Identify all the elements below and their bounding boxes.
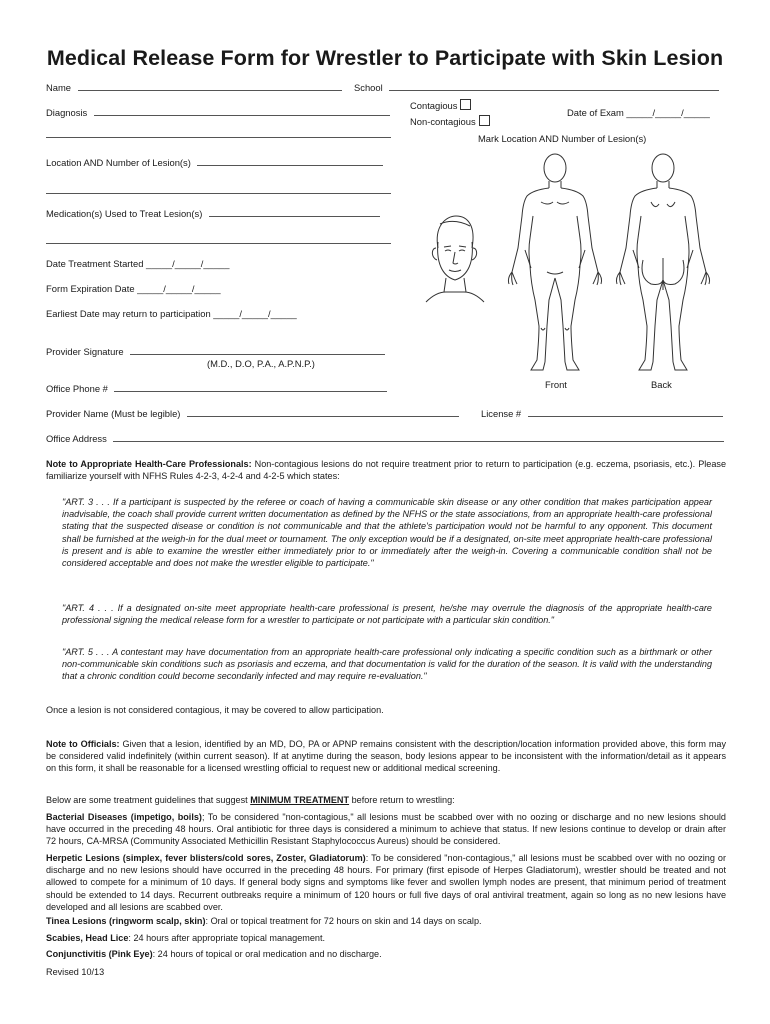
scabies-guideline [46,932,726,944]
mark-location-caption: Mark Location AND Number of Lesion(s) [478,133,647,144]
non-contagious-label: Non-contagious [410,116,476,127]
scabies-text: : 24 hours after appropriate topical management. [128,933,326,943]
non-contagious-option [410,115,490,127]
provider-name-field [46,408,459,419]
office-address-field [46,433,724,444]
medication-input-line[interactable] [209,208,380,217]
expiration-date-field[interactable]: Form Expiration Date _____/_____/_____ [46,283,221,294]
contagious-label: Contagious [410,100,458,111]
office-address-label: Office Address [46,433,107,444]
license-label: License # [481,408,522,419]
conjunctivitis-label: Conjunctivitis (Pink Eye) [46,949,153,959]
front-body-diagram[interactable] [503,150,607,375]
conjunctivitis-text: : 24 hours of topical or oral medication and no discharge. [152,949,382,959]
name-label: Name [46,82,72,93]
note-officials-label: Note to Officials: [46,739,120,749]
bacterial-text: ; To be considered "non-contagious," all lesions must be scabbed over with no oozing or discharge and no new lesions should have occurred in the preceding 48 hours. Oral antibiotic for three days is considered a minimum to achieve that status. If new lesions continue to develop or drain after 72 hours, CA-MRSA (Community Associated Methicillin Resistant Staphylococcus Aureus) should be considered. [46,812,726,847]
school-input-line[interactable] [389,82,719,91]
note-professionals-label: Note to Appropriate Health-Care Professionals: [46,459,252,469]
credentials-caption: (M.D., D.O, P.A., A.P.N.P.) [207,358,315,369]
tinea-text: : Oral or topical treatment for 72 hours on skin and 14 days on scalp. [205,916,482,926]
diagnosis-input-line[interactable] [94,107,390,116]
office-address-line[interactable] [113,433,724,442]
head-diagram[interactable] [420,212,488,306]
provider-name-label: Provider Name (Must be legible) [46,408,181,419]
provider-signature-line[interactable] [130,346,385,355]
art-3-quote: "ART. 3 . . . If a participant is suspected by the referee or coach of having a communicable skin disease or any other condition that makes participation appear inadvisable, the coach shall provide current written documentation as defined by the NFHS or the state associations, from an appropriate health-care professional stating that the suspected disease or condition is not communicable and that the athlete's participation would not be harmful to any opponent. This document shall be furnished at the weigh-in for the dual meet or tournament. The only exception would be if a designated, on-site meet appropriate health-care professional is present and is able to examine the wrestler either immediately prior to or immediately after the weigh-in. Covering a communicable condition shall not be considered acceptable and does not make the wrestler eligible to participate." [62,497,712,569]
medication-line-2[interactable] [46,243,391,244]
covered-note: Once a lesion is not considered contagious, it may be covered to allow participation. [46,705,384,715]
provider-name-line[interactable] [187,408,459,417]
tinea-guideline [46,915,726,927]
contagious-option [410,99,471,111]
guidelines-pre: Below are some treatment guidelines that suggest [46,795,251,805]
art-5-quote: "ART. 5 . . . A contestant may have documentation from an appropriate health-care professional only indicating a specific condition such as a birthmark or other non-communicable skin conditions such as psoriasis and eczema, and that documentation is valid for the duration of the season. It is valid with the understanding that a chronic condition could become secondarily infected and may require re-evaluation." [62,647,712,682]
revised-date: Revised 10/13 [46,967,105,977]
scabies-label: Scabies, Head Lice [46,933,129,943]
tinea-label: Tinea Lesions (ringworm scalp, skin) [46,916,206,926]
license-line[interactable] [528,408,723,417]
bacterial-label: Bacterial Diseases (impetigo, boils) [46,812,202,822]
school-label: School [354,82,383,93]
location-field [46,157,383,168]
guidelines-post: before return to wrestling: [349,795,455,805]
school-field [354,82,719,93]
diagnosis-field [46,107,390,118]
contagious-checkbox[interactable] [460,99,471,110]
herpetic-label: Herpetic Lesions (simplex, fever blisters/cold sores, Zoster, Gladiatorum) [46,853,366,863]
name-input-line[interactable] [78,82,342,91]
earliest-return-field[interactable]: Earliest Date may return to participation _____/_____/_____ [46,308,297,319]
note-officials [46,738,726,775]
art-4-quote: "ART. 4 . . . If a designated on-site meet appropriate health-care professional is present, he/she may overrule the diagnosis of the appropriate health-care professional signing the medical release form for a wrestler to participate or not participate with a particular skin condition." [62,603,712,626]
medication-field [46,208,380,219]
herpetic-text: : To be considered "non-contagious," all lesions must be scabbed over with no oozing or discharge and no new lesions should have occurred in the preceding 48 hours. For primary (first episode of Herpes Gladiatorum), wrestler should be treated and not allowed to compete for a minimum of 10 days. If general body signs and symptoms like fever and swollen lymph nodes are present, that minimum period of treatment should be extended to 14 days. Recurrent outbreaks require a minimum of 120 hours or full five days of oral antiviral treatment, again so long as no new lesions have developed and all lesions are scabbed over. [46,853,726,912]
front-caption: Front [545,379,567,390]
note-professionals [46,458,726,482]
office-phone-line[interactable] [114,383,387,392]
herpetic-guideline [46,852,726,913]
medication-label: Medication(s) Used to Treat Lesion(s) [46,208,203,219]
location-input-line[interactable] [197,157,383,166]
provider-signature-field [46,346,385,357]
name-field [46,82,342,93]
license-field [481,408,723,419]
provider-signature-label: Provider Signature [46,346,124,357]
date-treatment-field[interactable]: Date Treatment Started _____/_____/_____ [46,258,230,269]
note-professionals-text: Non-contagious lesions do not require treatment prior to return to participation (e.g. eczema, psoriasis, etc.). Please familiarize yourself with NFHS Rules 4-2-3, 4-2-4 and 4-2-5 which states: [46,459,726,482]
bacterial-guideline [46,811,726,848]
back-body-diagram[interactable] [611,150,715,375]
conjunctivitis-guideline [46,948,726,960]
location-line-2[interactable] [46,193,391,194]
non-contagious-checkbox[interactable] [479,115,490,126]
guidelines-emphasis: MINIMUM TREATMENT [250,795,350,805]
diagnosis-label: Diagnosis [46,107,88,118]
office-phone-field [46,383,387,394]
note-officials-text: Given that a lesion, identified by an MD, DO, PA or APNP remains consistent with the description/location information provided above, this form may be considered valid indefinitely (within current season). If at anytime during the season, body lesions appear to be inconsistent with the information/detail as it appears on this form, it shall be reasonable for a licensed wrestling official to request new or additional medical screening. [46,739,727,774]
back-caption: Back [651,379,672,390]
guidelines-intro [46,794,726,806]
form-title: Medical Release Form for Wrestler to Participate with Skin Lesion [46,46,724,70]
office-phone-label: Office Phone # [46,383,108,394]
diagnosis-line-2[interactable] [46,137,391,138]
date-of-exam-field[interactable]: Date of Exam _____/_____/_____ [567,107,710,118]
location-label: Location AND Number of Lesion(s) [46,157,191,168]
